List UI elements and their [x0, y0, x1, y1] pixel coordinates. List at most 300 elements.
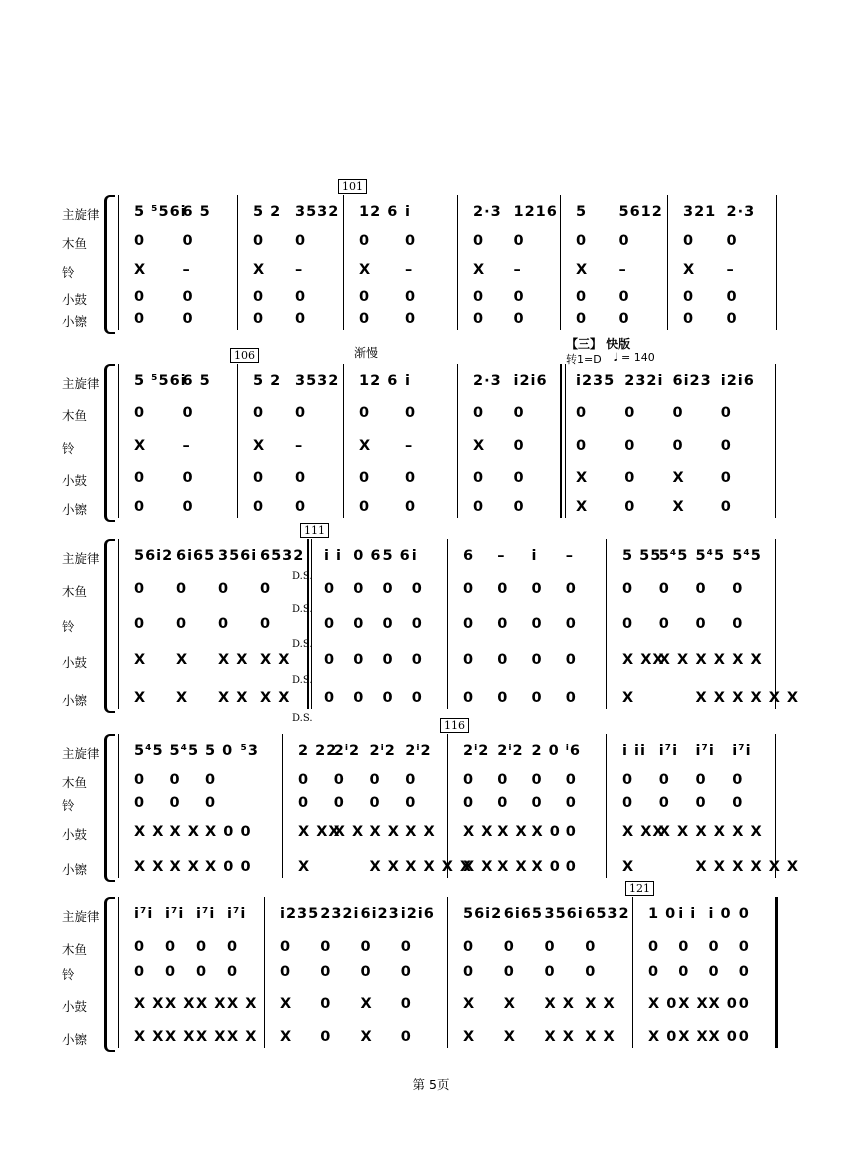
note-group: 0	[695, 772, 707, 788]
note-group: 0	[227, 939, 239, 955]
system-brace	[104, 734, 115, 882]
note-group: 0	[624, 405, 636, 421]
note-group: i 0	[708, 906, 732, 922]
note-group: 2·3	[726, 204, 756, 220]
note-group: 6 5	[182, 204, 211, 220]
note-group: X X	[134, 996, 165, 1012]
note-group: 0	[405, 795, 417, 811]
note-group: X	[622, 859, 635, 875]
note-group: 0	[720, 438, 732, 454]
note-group: –	[295, 438, 304, 454]
note-group: X X	[497, 824, 528, 840]
note-group: 0	[473, 405, 485, 421]
note-group: 0	[134, 795, 146, 811]
note-group: X 0	[708, 1029, 738, 1045]
instrument-label: 小鼓	[62, 999, 88, 1014]
note-group: 0	[683, 289, 695, 305]
note-group: 0	[353, 652, 365, 668]
note-group: 0	[205, 772, 217, 788]
note-group: 0	[182, 233, 194, 249]
note-group: i⁷i	[165, 906, 185, 922]
note-group: 0	[531, 616, 543, 632]
note-group: 0	[205, 795, 217, 811]
note-group: 0	[565, 795, 577, 811]
note-group: X 0	[648, 1029, 678, 1045]
note-group: 0	[165, 964, 177, 980]
note-group: 0	[182, 311, 194, 327]
note-group: i235	[280, 906, 320, 922]
note-group: 0	[531, 795, 543, 811]
note-group: 0	[672, 405, 684, 421]
note-group: 0	[295, 470, 307, 486]
note-group: 0 6	[353, 548, 382, 564]
note-group: 0	[196, 939, 208, 955]
note-group: 0	[497, 652, 509, 668]
note-group: ⁵3	[240, 743, 259, 759]
barline	[118, 364, 119, 518]
note-group: 0	[678, 939, 690, 955]
note-group: 0	[463, 795, 475, 811]
note-group: 0	[253, 470, 265, 486]
ds-marking: D.S.	[292, 604, 313, 615]
note-group: 0	[134, 289, 146, 305]
double-barline	[561, 364, 566, 518]
barline	[606, 734, 607, 878]
note-group: 0	[463, 964, 475, 980]
barline	[118, 734, 119, 878]
note-group: 12 6	[359, 204, 399, 220]
note-group: 0	[295, 311, 307, 327]
barline	[606, 539, 607, 709]
note-group: 0	[658, 581, 670, 597]
note-group: 0	[678, 964, 690, 980]
note-group: 6i65	[176, 548, 216, 564]
note-group: 0	[320, 1029, 332, 1045]
ds-marking: D.S.	[292, 571, 313, 582]
note-group: i⁷i	[658, 743, 679, 759]
note-group: 0	[405, 772, 417, 788]
instrument-label: 铃	[62, 619, 75, 634]
note-group: 0	[196, 964, 208, 980]
note-group: 0	[369, 795, 381, 811]
note-group: 0	[624, 470, 636, 486]
note-group: 0	[359, 470, 371, 486]
instrument-label: 铃	[62, 798, 75, 813]
note-group: 3532	[295, 204, 340, 220]
note-group: i235	[576, 373, 616, 389]
note-group: 0	[473, 499, 485, 515]
ds-marking: D.S.	[292, 675, 313, 686]
note-group: 0	[405, 311, 417, 327]
note-group: 0	[295, 289, 307, 305]
note-group: 0	[544, 939, 556, 955]
note-group: 0	[253, 499, 265, 515]
note-group: X X	[196, 996, 227, 1012]
barline	[282, 734, 283, 878]
note-group: 0	[411, 690, 423, 706]
note-group: 6	[463, 548, 475, 564]
note-group: X	[176, 690, 189, 706]
note-group: –	[726, 262, 735, 278]
rehearsal-mark: 111	[300, 523, 329, 538]
note-group: 0	[531, 772, 543, 788]
note-group: 0	[405, 405, 417, 421]
note-group: 0	[253, 311, 265, 327]
note-group: 0	[134, 311, 146, 327]
barline	[775, 897, 778, 1048]
note-group: –	[295, 262, 304, 278]
note-group: 0	[320, 964, 332, 980]
barline	[776, 195, 777, 330]
instrument-label: 铃	[62, 441, 75, 456]
note-group: 0	[565, 581, 577, 597]
note-group: X	[576, 470, 589, 486]
note-group: 0	[359, 289, 371, 305]
note-group: 0	[738, 939, 750, 955]
note-group: X	[253, 438, 266, 454]
note-group: 356i	[544, 906, 584, 922]
note-group: X 0	[205, 859, 235, 875]
note-group: 0	[658, 772, 670, 788]
note-group: 0	[622, 772, 634, 788]
instrument-label: 主旋律	[62, 207, 100, 222]
note-group: 0	[218, 581, 230, 597]
barline	[447, 734, 448, 878]
instrument-label: 主旋律	[62, 551, 100, 566]
note-group: 0	[169, 772, 181, 788]
note-group: 0	[726, 311, 738, 327]
note-group: 0	[720, 405, 732, 421]
note-group: 0	[576, 233, 588, 249]
note-group: X	[473, 262, 486, 278]
instrument-label: 小镲	[62, 314, 88, 329]
note-group: i	[411, 548, 418, 564]
note-group: 0	[400, 996, 412, 1012]
note-group: X	[360, 1029, 373, 1045]
system-brace	[104, 364, 115, 522]
barline	[457, 364, 458, 518]
barline	[457, 195, 458, 330]
note-group: X X	[333, 824, 365, 840]
note-group: 0	[405, 499, 417, 515]
note-group: 0	[253, 289, 265, 305]
barline	[118, 539, 119, 709]
note-group: 6 5	[182, 373, 211, 389]
note-group: X	[134, 652, 147, 668]
note-group: 0	[473, 289, 485, 305]
note-group: 0	[400, 1029, 412, 1045]
note-group: X X	[218, 690, 249, 706]
note-group: X X	[165, 1029, 196, 1045]
note-group: X X	[544, 1029, 575, 1045]
page-number: 第 5页	[412, 1077, 450, 1092]
note-group: X X	[695, 690, 726, 706]
note-group: X 0	[205, 824, 235, 840]
note-group: X 0	[531, 824, 561, 840]
note-group: X X	[134, 1029, 165, 1045]
note-group: X	[253, 262, 266, 278]
note-group: 0	[382, 690, 394, 706]
note-group: 0	[463, 581, 475, 597]
note-group: 0	[576, 405, 588, 421]
note-group: X X	[369, 824, 400, 840]
note-group: X	[176, 652, 189, 668]
note-group: X	[360, 996, 373, 1012]
note-group: 0	[405, 289, 417, 305]
note-group: i	[531, 548, 538, 564]
note-group: 0	[463, 772, 475, 788]
note-group: 0	[240, 859, 252, 875]
barline	[447, 539, 448, 709]
note-group: 0	[720, 499, 732, 515]
ds-marking: D.S.	[292, 713, 313, 724]
note-group: 0	[463, 690, 475, 706]
note-group: 0	[134, 470, 146, 486]
barline	[237, 364, 238, 518]
rehearsal-mark: 116	[440, 718, 469, 733]
note-group: 232i	[320, 906, 360, 922]
note-group: 0	[732, 581, 744, 597]
note-group: 0	[182, 470, 194, 486]
note-group: X X	[678, 1029, 709, 1045]
note-group: 0	[360, 964, 372, 980]
note-group: 0	[497, 795, 509, 811]
note-group: 0	[260, 616, 272, 632]
note-group: 0	[513, 470, 525, 486]
note-group: X X	[405, 824, 436, 840]
note-group: 0	[369, 772, 381, 788]
note-group: X X	[585, 996, 616, 1012]
note-group: 321	[683, 204, 717, 220]
note-group: 0	[622, 795, 634, 811]
note-group: X	[683, 262, 696, 278]
note-group: 0	[565, 772, 577, 788]
note-group: 0	[405, 470, 417, 486]
note-group: X X	[169, 824, 200, 840]
note-group: 6i65	[503, 906, 543, 922]
note-group: 0	[400, 939, 412, 955]
note-group: 0	[497, 581, 509, 597]
note-group: 6532	[260, 548, 305, 564]
note-group: X X	[134, 824, 165, 840]
ritardando-marking: 渐慢	[354, 346, 379, 360]
note-group: 0	[513, 405, 525, 421]
note-group: 0	[695, 616, 707, 632]
note-group: 0	[333, 772, 345, 788]
note-group: X X X X	[405, 859, 473, 875]
note-group: 0	[497, 690, 509, 706]
system-brace	[104, 195, 115, 334]
note-group: 0	[473, 233, 485, 249]
note-group: X 0	[648, 996, 678, 1012]
note-group: 0	[359, 405, 371, 421]
note-group: 3532	[295, 373, 340, 389]
instrument-label: 小镲	[62, 502, 88, 517]
note-group: 0	[169, 795, 181, 811]
note-group: 0	[503, 939, 515, 955]
section-title: 【三】 快版	[566, 337, 631, 351]
note-group: X	[359, 438, 372, 454]
barline	[237, 195, 238, 330]
note-group: i i	[324, 548, 342, 564]
note-group: 0	[513, 499, 525, 515]
note-group: 0	[648, 964, 660, 980]
note-group: 0	[622, 581, 634, 597]
note-group: 0	[227, 964, 239, 980]
note-group: 0	[176, 581, 188, 597]
note-group: 0	[295, 233, 307, 249]
barline	[632, 897, 633, 1048]
note-group: 0	[565, 652, 577, 668]
instrument-label: 木鱼	[62, 942, 88, 957]
note-group: X X	[227, 1029, 258, 1045]
note-group: –	[565, 548, 574, 564]
note-group: 0	[463, 939, 475, 955]
note-group: 0	[382, 581, 394, 597]
note-group: 0	[182, 405, 194, 421]
note-group: 0	[411, 652, 423, 668]
note-group: X X X X	[732, 859, 800, 875]
instrument-label: 主旋律	[62, 746, 100, 761]
barline	[343, 364, 344, 518]
note-group: 56i2	[463, 906, 503, 922]
system-brace	[104, 897, 115, 1052]
note-group: X X	[463, 859, 494, 875]
note-group: 2ⁱ2	[463, 743, 490, 759]
rehearsal-mark: 101	[338, 179, 367, 194]
note-group: –	[618, 262, 627, 278]
note-group: 0	[320, 939, 332, 955]
note-group: 0	[359, 233, 371, 249]
note-group: 0	[695, 581, 707, 597]
note-group: 0	[531, 652, 543, 668]
note-group: 0	[405, 233, 417, 249]
note-group: 0	[324, 616, 336, 632]
barline	[775, 734, 776, 878]
instrument-label: 小鼓	[62, 292, 88, 307]
note-group: X X	[658, 652, 690, 668]
note-group: X	[622, 690, 635, 706]
instrument-label: 主旋律	[62, 376, 100, 391]
note-group: 0	[497, 616, 509, 632]
note-group: –	[513, 262, 522, 278]
note-group: X	[672, 499, 685, 515]
note-group: 0	[280, 939, 292, 955]
note-group: 0	[585, 964, 597, 980]
note-group: 0	[382, 616, 394, 632]
note-group: –	[405, 438, 414, 454]
note-group: X X	[260, 690, 291, 706]
note-group: 0	[218, 616, 230, 632]
note-group: X X	[658, 824, 690, 840]
note-group: X X	[695, 824, 726, 840]
note-group: 0	[544, 964, 556, 980]
note-group: 0	[134, 616, 146, 632]
note-group: 0	[295, 499, 307, 515]
note-group: 5612	[618, 204, 663, 220]
note-group: 0	[732, 795, 744, 811]
note-group: 5⁴5	[732, 548, 762, 564]
note-group: X X	[218, 652, 249, 668]
note-group: 0	[565, 690, 577, 706]
note-group: –	[182, 262, 191, 278]
tempo-marking: 𝅘𝅥 = 140	[614, 351, 655, 364]
note-group: 2ⁱ2	[333, 743, 361, 759]
rehearsal-mark: 121	[625, 881, 654, 896]
note-group: 0	[134, 233, 146, 249]
note-group: 5⁴5	[169, 743, 200, 759]
note-group: X X	[169, 859, 200, 875]
note-group: 0	[411, 581, 423, 597]
note-group: X	[576, 499, 589, 515]
note-group: 0	[497, 772, 509, 788]
note-group: 0	[618, 233, 630, 249]
note-group: X X	[544, 996, 575, 1012]
note-group: 0	[738, 906, 750, 922]
note-group: 5 ⁵56i	[134, 204, 187, 220]
instrument-label: 小镲	[62, 862, 88, 877]
note-group: X X	[165, 996, 196, 1012]
note-group: 0	[473, 470, 485, 486]
barline	[667, 195, 668, 330]
note-group: 5⁴5	[695, 548, 726, 564]
barline	[343, 195, 344, 330]
note-group: X X	[585, 1029, 616, 1045]
note-group: 0	[738, 1029, 750, 1045]
rehearsal-mark: 106	[230, 348, 259, 363]
note-group: i⁷i	[695, 743, 715, 759]
note-group: 0	[732, 772, 744, 788]
note-group: 0	[359, 311, 371, 327]
note-group: X X	[695, 859, 726, 875]
note-group: 0	[576, 438, 588, 454]
note-group: X	[463, 996, 476, 1012]
note-group: i	[405, 204, 411, 220]
note-group: 0	[134, 964, 146, 980]
barline	[447, 897, 448, 1048]
note-group: X	[503, 1029, 516, 1045]
note-group: 5 2	[253, 204, 282, 220]
note-group: i⁷i	[134, 906, 154, 922]
note-group: 0	[359, 499, 371, 515]
note-group: 0	[576, 311, 588, 327]
instrument-label: 铃	[62, 265, 75, 280]
note-group: 2ⁱ2	[497, 743, 524, 759]
note-group: 0	[622, 616, 634, 632]
note-group: 0	[565, 859, 577, 875]
note-group: i2i6	[513, 373, 548, 389]
note-group: 0	[411, 616, 423, 632]
note-group: 0	[708, 939, 720, 955]
note-group: i2i6	[720, 373, 755, 389]
note-group: 0	[176, 616, 188, 632]
note-group: 0	[295, 405, 307, 421]
note-group: 0	[298, 795, 310, 811]
note-group: 0	[260, 581, 272, 597]
instrument-label: 木鱼	[62, 584, 88, 599]
note-group: X X	[369, 859, 400, 875]
note-group: X XX	[622, 652, 665, 668]
instrument-label: 小鼓	[62, 655, 88, 670]
note-group: 0	[182, 499, 194, 515]
note-group: X	[298, 859, 311, 875]
note-group: 0	[648, 939, 660, 955]
note-group: 0	[134, 499, 146, 515]
barline	[264, 897, 265, 1048]
note-group: X X	[732, 652, 763, 668]
note-group: 0	[531, 690, 543, 706]
note-group: 0	[353, 616, 365, 632]
